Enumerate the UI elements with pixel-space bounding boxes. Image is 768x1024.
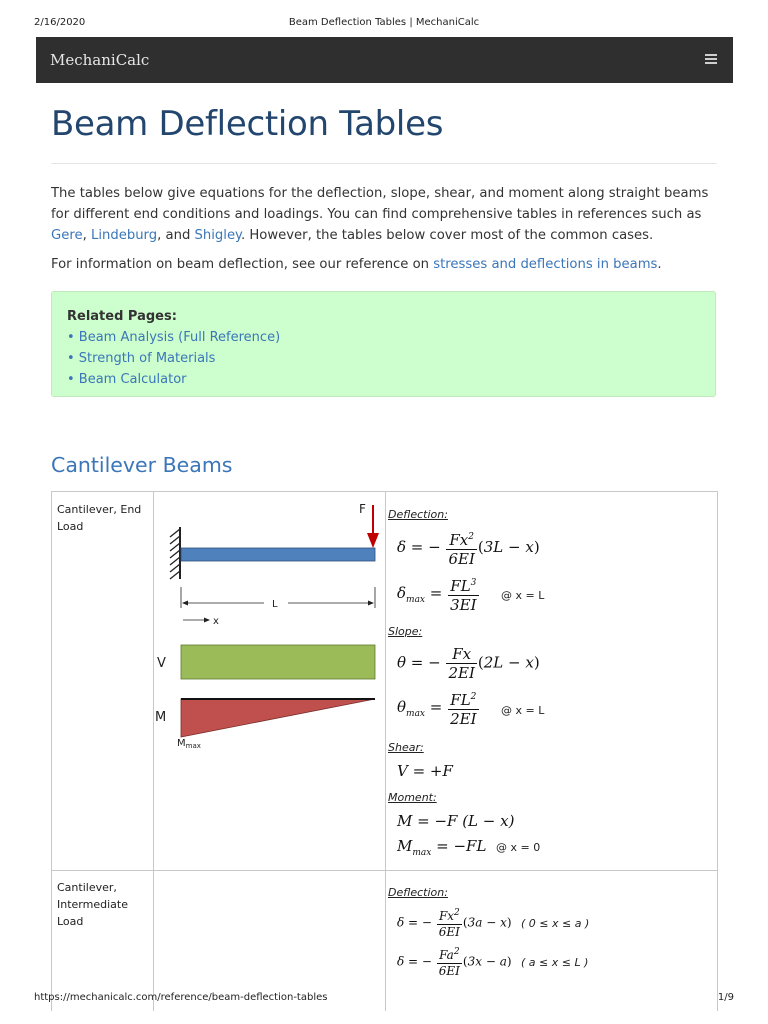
hamburger-icon[interactable] <box>705 48 719 70</box>
shear-label: V <box>157 656 166 671</box>
moment-label: M <box>155 710 167 725</box>
moment-diagram <box>181 699 375 737</box>
at-x-l-note: @ x = L <box>501 704 545 717</box>
related-link-beam-calculator[interactable]: • Beam Calculator <box>67 372 187 387</box>
load-label: F <box>359 502 366 516</box>
print-footer <box>0 992 768 1006</box>
row-label-intermediate-load: Cantilever, Intermediate Load <box>57 881 128 928</box>
deflection-equation: δ = − $\frac{Fx^2}{6EI}$ (3L − x) <box>397 528 540 568</box>
moment-equation: M = −F (L − x) <box>397 812 515 830</box>
slope-max-equation: $\theta_{max}$ = $\frac{FL^2}{2EI}$ <box>397 688 480 728</box>
related-link-strength-materials[interactable]: • Strength of Materials <box>67 351 216 366</box>
title-divider <box>51 163 717 164</box>
brand-logo[interactable]: MechaniCalc <box>50 51 150 69</box>
link-stresses-deflections[interactable]: stresses and deflections in beams <box>433 257 658 272</box>
intro-text: , <box>82 228 91 243</box>
navbar <box>36 37 733 83</box>
deflection-equation-range2: δ = − $\frac{Fa^2}{6EI}$ (3x − a) <box>397 947 512 978</box>
moment-max-equation: $M_{max} = -FL$ <box>397 837 487 858</box>
print-header <box>0 17 768 31</box>
cantilever-end-load-diagram <box>154 493 385 763</box>
deflection-label: Deflection: <box>388 508 448 521</box>
at-x-0-note: @ x = 0 <box>496 841 541 854</box>
print-page-number: 1/9 <box>717 992 734 1003</box>
beam-bar <box>181 548 375 561</box>
wall-hatch <box>170 529 180 579</box>
print-date: 2/16/2020 <box>34 17 86 28</box>
range-note-1: ( 0 ≤ x ≤ a ) <box>521 917 590 930</box>
related-link-beam-analysis[interactable]: • Beam Analysis (Full Reference) <box>67 330 281 345</box>
link-lindeburg[interactable]: Lindeburg <box>90 228 158 243</box>
mmax-label: $M_{max}$ <box>177 738 201 750</box>
load-arrow-head <box>367 533 379 548</box>
slope-label: Slope: <box>388 625 423 638</box>
print-url: https://mechanicalc.com/reference/beam-deflection-tables <box>34 992 328 1003</box>
beam-table <box>51 491 718 1011</box>
col-divider <box>385 492 386 1011</box>
intro-paragraph-2 <box>51 254 721 275</box>
intro-text: . <box>657 257 662 272</box>
link-gere[interactable]: Gere <box>51 228 83 243</box>
intro-text: The tables below give equations for the deflection, slope, shear, and moment along straight beams for different end conditions and loadings. You can find comprehensive tables in references such as <box>51 186 709 222</box>
moment-max-value: = −FL <box>436 837 487 855</box>
deflection-label-2: Deflection: <box>388 886 448 899</box>
section-title: Cantilever Beams <box>51 453 233 477</box>
related-heading: Related Pages: <box>67 309 177 324</box>
link-shigley[interactable]: Shigley <box>194 228 241 243</box>
row-label-end-load: Cantilever, End Load <box>57 503 142 533</box>
shear-diagram <box>181 645 375 679</box>
related-pages-box <box>51 291 716 397</box>
range-note-2: ( a ≤ x ≤ L ) <box>521 956 589 969</box>
shear-eq-label: Shear: <box>388 741 424 754</box>
slope-equation: θ = − $\frac{Fx}{2EI}$ (2L − x) <box>397 645 540 682</box>
moment-eq-label: Moment: <box>388 791 437 804</box>
intro-text: . However, the tables below cover most of the common cases. <box>240 228 654 243</box>
intro-text: For information on beam deflection, see our reference on <box>51 257 434 272</box>
intro-paragraph <box>51 183 721 246</box>
intro-text: , and <box>157 228 195 243</box>
shear-equation: V = +F <box>397 762 453 780</box>
print-title: Beam Deflection Tables | MechaniCalc <box>288 17 480 28</box>
row-divider <box>52 870 717 871</box>
length-label: L <box>272 599 278 610</box>
at-x-l-note: @ x = L <box>501 589 545 602</box>
deflection-max-equation: $\delta_{max}$ = $\frac{FL^3}{3EI}$ <box>397 574 480 614</box>
page-title: Beam Deflection Tables <box>51 104 444 144</box>
deflection-equation-range1: δ = − $\frac{Fx^2}{6EI}$ (3a − x) <box>397 908 512 939</box>
x-label: x <box>213 616 219 627</box>
